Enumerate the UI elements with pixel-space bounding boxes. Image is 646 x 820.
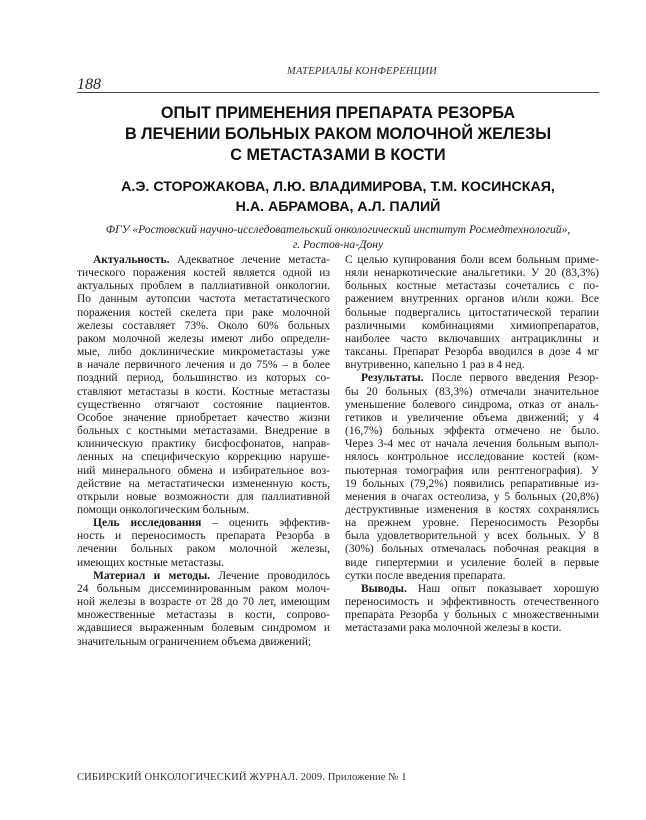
text-line [77, 346, 330, 359]
line-text: Особое значение приобретает качество жизни [77, 411, 330, 424]
text-line [345, 583, 599, 596]
body-column-left [77, 254, 330, 649]
text-line [345, 293, 599, 306]
line-text: – оценить эффектив- [201, 517, 330, 530]
body-column-right [345, 254, 599, 636]
section-label: Цель исследования [93, 517, 202, 530]
line-text: препарата Резорба у больных с множественными [345, 609, 599, 622]
text-line [345, 478, 599, 491]
affiliation-line: г. Ростов-на-Дону [292, 238, 384, 251]
title-line: ОПЫТ ПРИМЕНЕНИЯ ПРЕПАРАТА РЕЗОРБА [160, 104, 516, 122]
text-line [77, 530, 330, 543]
line-text: в начале первичного лечения и до 75% – в более [77, 359, 330, 372]
line-text: По данным аутопсии частота метастатического [77, 293, 330, 306]
text-line [77, 478, 330, 491]
title-line: С МЕТАСТАЗАМИ В КОСТИ [230, 146, 446, 164]
line-text: Через 3-4 мес от начала лечения больным выпол- [345, 438, 599, 451]
text-line [77, 465, 330, 478]
line-text: существенно отягчают состояние пациентов. [77, 398, 330, 411]
text-line [77, 438, 330, 451]
text-line [77, 583, 330, 596]
line-text: бы 20 больных (83,3%) отмечали значительное [345, 385, 599, 398]
text-line [77, 451, 330, 464]
author-list [77, 177, 599, 217]
text-line [345, 517, 599, 530]
line-text: ждавшиеся выраженным болевым синдромом и [77, 622, 330, 635]
line-text: ставляют метастазы в кости. Костные метастазы [77, 385, 330, 398]
line-text: действие на метастатически измененную кость, [77, 477, 330, 490]
line-text: метастазами рака молочной железы в кости. [345, 622, 562, 635]
text-line [77, 280, 330, 293]
line-text: виде гипертермии и усиление болей в первые [345, 556, 599, 569]
line-text: ний минерального обмена и избирательное воз- [77, 464, 330, 477]
line-text: множественные метастазы в кости, сопрово- [77, 609, 330, 622]
text-line [77, 609, 330, 622]
text-line [345, 465, 599, 478]
text-line [77, 636, 330, 649]
line-text: ленных на специфическую коррекцию наруше- [77, 451, 330, 464]
text-line [77, 570, 330, 583]
page-number: 188 [77, 76, 101, 93]
line-text: внутривенно, капельно 1 раз в 4 нед. [345, 359, 525, 372]
line-text: значительным ограничением объема движений; [77, 635, 312, 648]
line-text: больных костные метастазы сочетались с по- [345, 280, 599, 293]
text-line [345, 372, 599, 385]
line-text: деструктивные изменения в костях сохранялись [345, 503, 599, 516]
text-line [77, 333, 330, 346]
text-line [345, 543, 599, 556]
line-text: на прежнем уровне. Переносимость Резорбы [345, 517, 599, 530]
section-label: Результаты. [361, 372, 424, 385]
text-line [345, 333, 599, 346]
text-line [77, 412, 330, 425]
text-line [345, 609, 599, 622]
affiliation [77, 222, 599, 252]
text-line [345, 438, 599, 451]
line-text: клиническую практику бисфосфонатов, направ- [77, 438, 330, 451]
line-text: переносимость и эффективность отечественного [345, 596, 599, 609]
text-line [77, 425, 330, 438]
header-divider [77, 92, 599, 93]
section-label: Материал и методы. [93, 569, 211, 582]
text-line [77, 359, 330, 372]
line-text: железы составляет 73%. Около 60% больных [77, 319, 330, 332]
text-line [345, 386, 599, 399]
section-label: Выводы. [361, 582, 407, 595]
text-line [77, 504, 330, 517]
line-text: актуальных проблем в паллиативной онкологии. [77, 280, 330, 293]
line-text: поздний период, большинство из которых со- [77, 372, 330, 385]
text-line [345, 307, 599, 320]
line-text: ность и переносимость препарата Резорба в [77, 530, 330, 543]
text-line [345, 346, 599, 359]
line-text: помощи онкологическим больным. [77, 503, 250, 516]
text-line [345, 451, 599, 464]
text-line [77, 254, 330, 267]
line-text: мые, либо доклинические микрометастазы уже [77, 346, 330, 359]
line-text: тического поражения костей является одной из [77, 267, 330, 280]
text-line [345, 596, 599, 609]
line-text: открыли новые возможности для паллиативной [77, 490, 330, 503]
line-text: наиболее часто включавших антрациклины и [345, 332, 599, 345]
text-line [77, 307, 330, 320]
text-line [345, 320, 599, 333]
running-head: МАТЕРИАЛЫ КОНФЕРЕНЦИИ [287, 66, 437, 77]
line-text: раком молочной железы имеют либо определи- [77, 332, 330, 345]
line-text: 19 больных (79,2%) появились репаративные из- [345, 477, 599, 490]
line-text: ражением внутренних органов и/или кожи. Все [345, 293, 599, 306]
journal-footer: СИБИРСКИЙ ОНКОЛОГИЧЕСКИЙ ЖУРНАЛ. 2009. Приложение № 1 [77, 772, 407, 783]
text-line [77, 386, 330, 399]
line-text: уменьшение болевого синдрома, отказ от аналь- [345, 398, 599, 411]
text-line [345, 622, 599, 635]
line-text: различными комбинациями химиопрепаратов, [345, 319, 599, 332]
line-text: таксаны. Препарат Резорба вводился в дозе 4 мг [345, 346, 599, 359]
line-text: сутки после введения препарата. [345, 569, 506, 582]
text-line [345, 557, 599, 570]
text-line [345, 530, 599, 543]
affiliation-line: ФГУ «Ростовский научно-исследовательский онкологический институт Росмедтехнологий», [105, 223, 571, 236]
line-text: ной железы в возрасте от 28 до 70 лет, имеющим [77, 596, 330, 609]
line-text: Наш опыт показывает хорошую [406, 582, 599, 595]
line-text: была удовлетворительной у всех больных. У 8 [345, 530, 599, 543]
author-line: Н.А. АБРАМОВА, А.Л. ПАЛИЙ [235, 199, 441, 215]
text-line [77, 557, 330, 570]
text-line [345, 399, 599, 412]
text-line [345, 254, 599, 267]
section-label: Актуальность. [93, 254, 170, 266]
text-line [77, 372, 330, 385]
text-line [345, 280, 599, 293]
author-line: А.Э. СТОРОЖАКОВА, Л.Ю. ВЛАДИМИРОВА, Т.М. КОСИНСКАЯ, [121, 179, 555, 195]
text-line [77, 293, 330, 306]
text-line [345, 425, 599, 438]
text-line [345, 359, 599, 372]
text-line [77, 517, 330, 530]
line-text: больные подвергались цитостатической терапии [345, 306, 599, 319]
line-text: 24 больным диссеминированным раком молоч- [77, 582, 330, 595]
text-line [345, 267, 599, 280]
line-text: С целью купирования боли всем больным приме- [345, 254, 599, 266]
line-text: Адекватное лечение метаста- [169, 254, 330, 266]
line-text: После первого введения Резор- [423, 372, 599, 385]
text-line [345, 570, 599, 583]
text-line [77, 622, 330, 635]
text-line [345, 491, 599, 504]
line-text: лечении больных раком молочной железы, [77, 543, 330, 556]
text-line [77, 320, 330, 333]
line-text: нялось контрольное исследование костей (ком- [345, 451, 599, 464]
line-text: пьютерная томография или рентгенография). У [345, 464, 599, 477]
line-text: больных с костными метастазами. Внедрение в [77, 425, 330, 438]
title-line: В ЛЕЧЕНИИ БОЛЬНЫХ РАКОМ МОЛОЧНОЙ ЖЕЛЕЗЫ [124, 125, 552, 143]
line-text: (30%) больных отмечалась побочная реакция в [345, 543, 599, 556]
text-line [77, 543, 330, 556]
text-line [345, 412, 599, 425]
text-line [77, 491, 330, 504]
line-text: няли ненаркотические анальгетики. У 20 (83,3%) [345, 267, 599, 280]
text-line [77, 596, 330, 609]
text-line [77, 399, 330, 412]
text-line [77, 267, 330, 280]
article-title [77, 103, 599, 166]
line-text: (16,7%) больных эффекта отмечено не было. [345, 425, 599, 438]
line-text: менения в очагах остеолиза, у 5 больных (20,8%) [345, 490, 599, 503]
line-text: имеющих костные метастазы. [77, 556, 224, 569]
line-text: Лечение проводилось [210, 569, 330, 582]
line-text: гетиков и увеличение объема движений; у 4 [345, 411, 599, 424]
line-text: поражения костей скелета при раке молочной [77, 306, 330, 319]
text-line [345, 504, 599, 517]
